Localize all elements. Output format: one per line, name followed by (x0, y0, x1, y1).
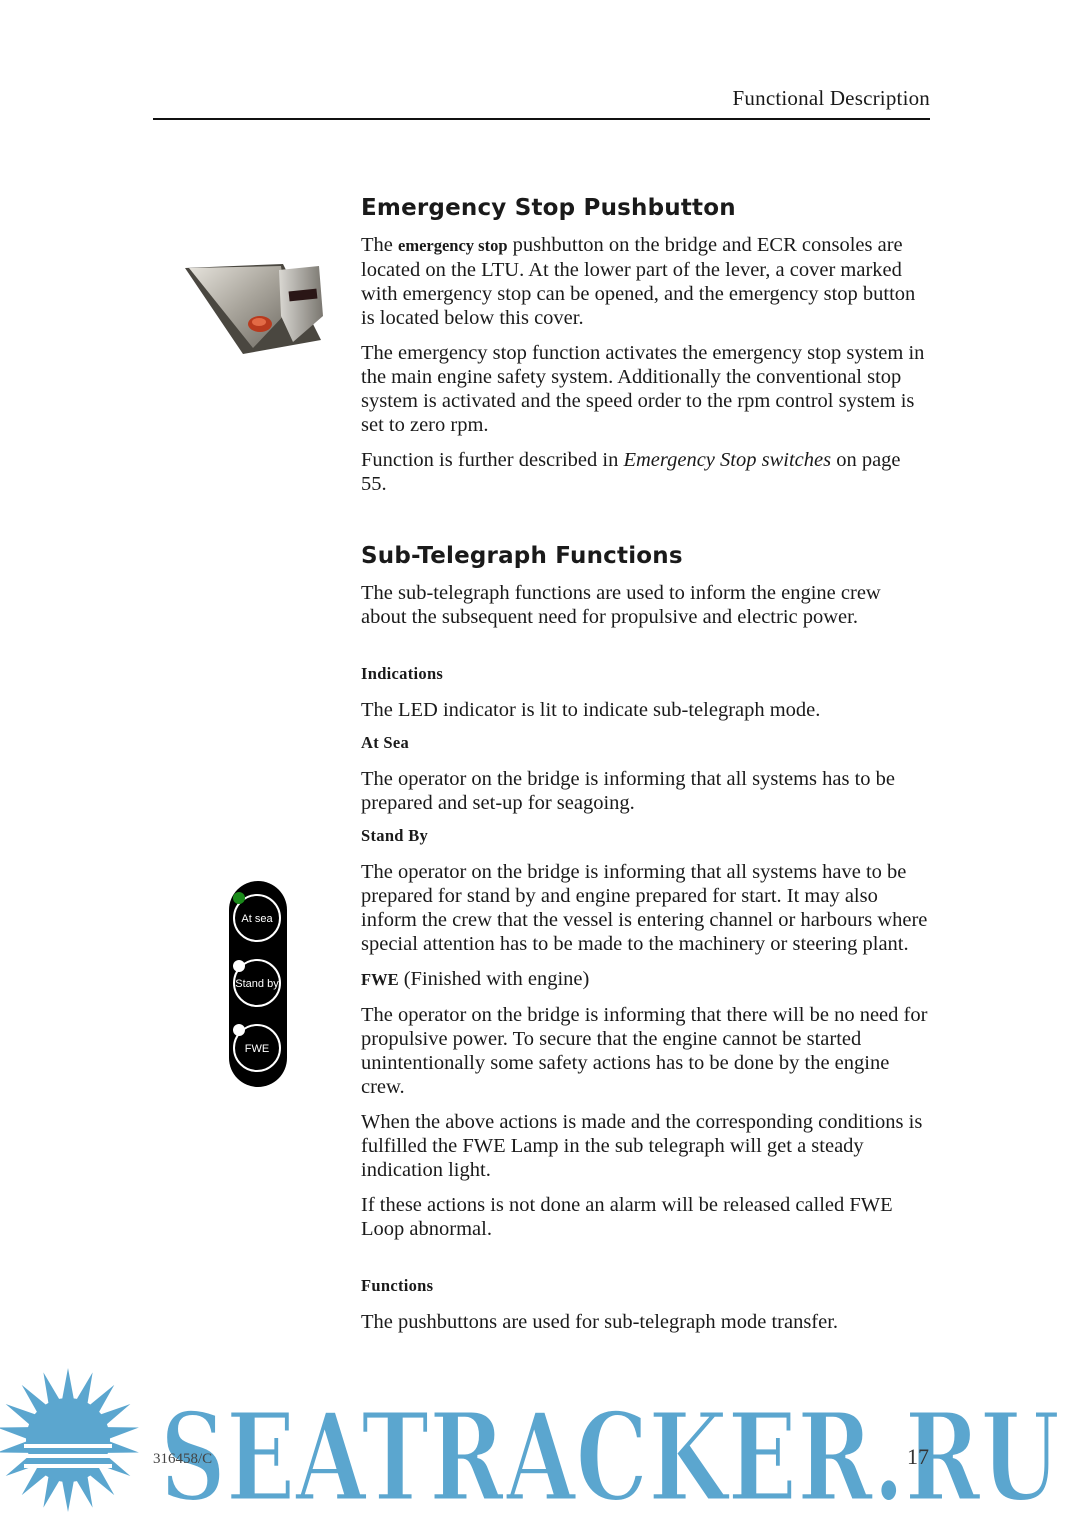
fwe-text-2: When the above actions is made and the corresponding conditions is fulfilled the FWE Lamp in the sub telegraph will get a steady indication light. (361, 1111, 923, 1181)
emergency-paragraph-1: The emergency stop pushbutton on the bridge and ECR consoles are located on the LTU. At the lower part of the lever, a cover marked with emergency stop can be opened, and the emergency stop button is located below this cover. (361, 234, 916, 329)
fwe-heading: FWE (Finished with engine) (361, 968, 590, 990)
emergency-paragraph-2: The emergency stop function activates the emergency stop system in the main engine safety system. Additionally the conventional stop system is activated and the speed order to the rpm control system is set to zero rpm. (361, 342, 925, 436)
sub-telegraph-intro: The sub-telegraph functions are used to inform the engine crew about the subsequent need for propulsive and electric power. (361, 582, 881, 628)
cross-reference-link[interactable]: Emergency Stop switches (623, 449, 832, 471)
stand-by-heading: Stand By (361, 826, 429, 845)
at-sea-text: The operator on the bridge is informing that all systems has to be prepared and set-up for seagoing. (361, 768, 896, 814)
at-sea-heading: At Sea (361, 733, 410, 752)
watermark-text: SEATRACKER.RU (160, 1385, 1060, 1520)
fwe-led (233, 1024, 245, 1036)
sub-telegraph-panel (228, 880, 288, 1088)
footer-page-number: 17 (907, 1444, 929, 1469)
stand-by-text: The operator on the bridge is informing that all systems have to be prepared for stand by and engine prepared for start. It may also inform the crew that the vessel is entering channel or harbours where special attention has to be made to the machinery or steering plant. (361, 861, 928, 955)
fwe-button-label: FWE (244, 1043, 270, 1055)
emergency-paragraph-3: Function is further described in Emergency Stop switches on page 55. (361, 449, 901, 495)
section-title-sub-telegraph: Sub-Telegraph Functions (361, 543, 683, 569)
functions-text: The pushbuttons are used for sub-telegraph mode transfer. (361, 1311, 839, 1333)
at-sea-button-label: At sea (241, 913, 273, 925)
fwe-text-3: If these actions is not done an alarm will be released called FWE Loop abnormal. (361, 1194, 893, 1240)
indications-text: The LED indicator is lit to indicate sub-telegraph mode. (361, 699, 821, 721)
page-header-title: Functional Description (732, 86, 930, 110)
functions-heading: Functions (361, 1276, 434, 1295)
header-rule (153, 118, 930, 120)
at-sea-led (233, 892, 245, 904)
footer-doc-number: 316458/C (153, 1451, 213, 1467)
indications-heading: Indications (361, 664, 444, 683)
stand-by-button-label: Stand by (235, 978, 279, 990)
watermark (0, 1360, 1080, 1520)
fwe-text: The operator on the bridge is informing that there will be no need for propulsive power. To secure that the engine cannot be started unintentionally some safety actions has to be done by the engine crew. (361, 1004, 928, 1098)
emergency-stop-lever-image (183, 256, 325, 356)
stand-by-led (233, 960, 245, 972)
section-title-emergency-stop: Emergency Stop Pushbutton (361, 195, 736, 221)
sun-logo-icon (0, 1368, 140, 1512)
